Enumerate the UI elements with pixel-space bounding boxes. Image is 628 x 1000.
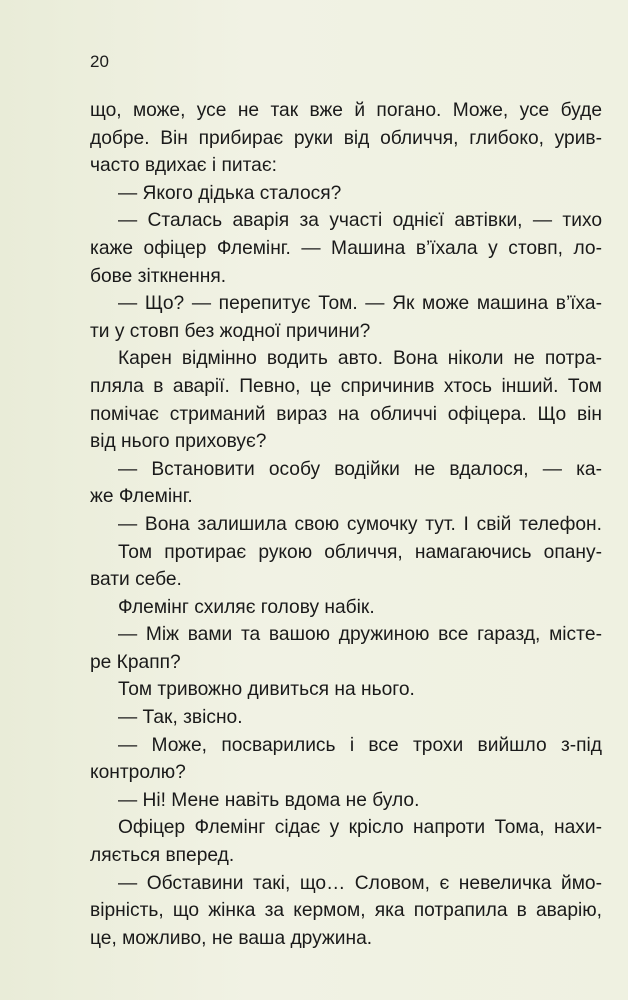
page-number: 20 xyxy=(90,52,109,71)
text-line: — Обставини такі, що… Словом, є невеличка ймо- xyxy=(118,872,602,894)
body-text xyxy=(90,97,602,952)
text-line: — Сталась аварія за участі однієї автівки, — тихо xyxy=(118,210,602,232)
text-line: — Між вами та вашою дружиною все гаразд, містe- xyxy=(118,624,602,646)
text-line: добре. Він прибирає руки від обличчя, глибоко, урив- xyxy=(90,127,602,149)
text-line: від нього приховує? xyxy=(90,431,267,453)
text-line: каже офіцер Флемінг. — Машина в’їхала у стовп, ло- xyxy=(90,237,602,259)
text-line: — Якого дідька сталося? xyxy=(118,182,342,204)
text-line: ляється вперед. xyxy=(90,845,235,867)
text-line: Флемінг схиляє голову набік. xyxy=(118,596,375,618)
text-line: — Так, звісно. xyxy=(118,707,243,729)
text-line: пляла в аварії. Певно, це спричинив хтось інший. Том xyxy=(90,375,602,397)
text-line: Карен відмінно водить авто. Вона ніколи не потра- xyxy=(118,348,602,370)
text-line: часто вдихає і питає: xyxy=(90,155,277,177)
text-line: — Може, посварились і все трохи вийшло з-під xyxy=(118,734,602,756)
text-line: помічає стриманий вираз на обличчі офіцера. Що він xyxy=(90,403,602,425)
text-line: Том протирає рукою обличчя, намагаючись опану- xyxy=(118,541,602,563)
text-line: це, можливо, не ваша дружина. xyxy=(90,927,373,949)
text-line: — Вона залишила свою сумочку тут. І свій телефон. xyxy=(118,513,602,535)
text-line: — Що? — перепитує Том. — Як може машина в’їха- xyxy=(118,293,602,315)
text-line: бове зіткнення. xyxy=(90,265,227,287)
text-line: Офіцер Флемінг сідає у крісло напроти Тома, нахи- xyxy=(118,817,602,839)
text-line: же Флемінг. xyxy=(90,486,193,508)
text-line: вірність, що жінка за кермом, яка потрапила в аварію, xyxy=(90,900,602,922)
text-line: — Ні! Мене навіть вдома не було. xyxy=(118,789,420,811)
text-line: ре Крапп? xyxy=(90,651,181,673)
text-line: ти у стовп без жодної причини? xyxy=(90,320,371,342)
text-line: — Встановити особу водійки не вдалося, — ка- xyxy=(118,458,602,480)
text-line: що, може, усе не так вже й погано. Може, усе буде xyxy=(90,100,602,121)
text-line: контролю? xyxy=(90,762,186,784)
text-line: вати себе. xyxy=(90,569,182,591)
text-line: Том тривожно дивиться на нього. xyxy=(118,679,415,701)
